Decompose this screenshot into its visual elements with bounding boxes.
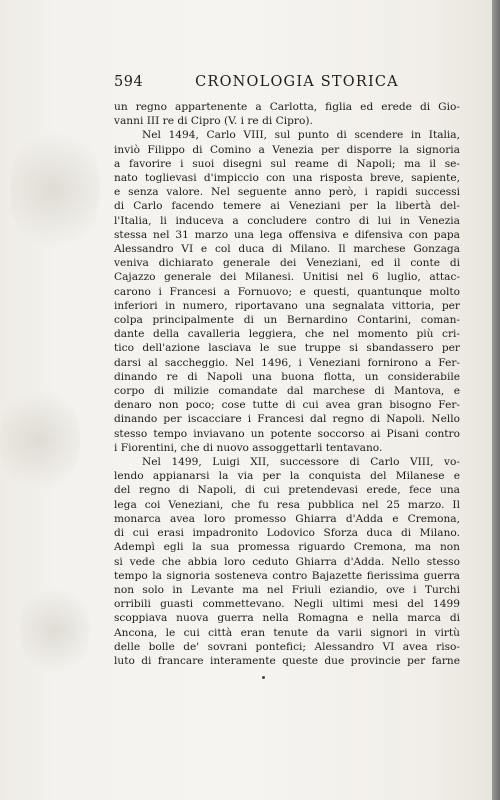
text-line: di cui erasi impadronito Lodovico Sforza duca di Milano. <box>114 527 460 540</box>
text-line: i Fiorentini, che di nuovo assoggettarli tentavano. <box>114 441 383 454</box>
text-line: dinando re di Napoli una buona flotta, un considerabile <box>114 370 460 383</box>
text-line: orribili guasti commettevano. Negli ultimi mesi del 1499 <box>114 598 460 611</box>
text-line: stesso tempo inviavano un potente soccorso ai Pisani contro <box>114 427 460 440</box>
text-line: stessa nel 31 marzo una lega offensiva e difensiva con papa <box>114 228 460 241</box>
text-line: corpo di milizie comandate dal marchese di Mantova, e <box>114 385 460 398</box>
text-line: un regno appartenente a Carlotta, figlia ed erede di Gio- <box>114 101 460 113</box>
text-line: vanni III re di Cipro (V. i re di Cipro). <box>114 115 313 128</box>
text-line: si vede che abbia loro ceduto Ghiarra d'Adda. Nello stesso <box>114 555 460 568</box>
text-line: lendo appianarsi la via per la conquista del Milanese e <box>114 470 460 483</box>
text-line: Alessandro VI e col duca di Milano. Il marchese Gonzaga <box>114 243 460 256</box>
ink-dot <box>262 676 265 679</box>
body-text <box>114 100 460 668</box>
text-line: Nel 1494, Carlo VIII, sul punto di scendere in Italia, <box>142 129 460 142</box>
paper-stain <box>0 380 80 500</box>
text-line: Nel 1499, Luigi XII, successore di Carlo VIII, vo- <box>142 456 460 469</box>
text-line: darsi al saccheggio. Nel 1496, i Veneziani fornirono a Fer- <box>114 356 460 369</box>
text-line: colpa principalmente di un Bernardino Contarini, coman- <box>114 314 460 327</box>
paper-stain <box>20 580 90 680</box>
text-line: di Carlo facendo temere ai Veneziani per la libertà del- <box>114 200 460 213</box>
text-line: inviò Filippo di Comino a Venezia per disporre la signoria <box>114 143 460 156</box>
text-line: e senza valore. Nel seguente anno però, i rapidi successi <box>114 186 460 199</box>
text-line: dante della cavalleria leggiera, che nel momento più cri- <box>114 328 460 341</box>
text-line: monarca avea loro promesso Ghiarra d'Adda e Cremona, <box>114 512 460 525</box>
text-line: Adempì egli la sua promessa riguardo Cremona, ma non <box>114 541 460 554</box>
text-line: Cajazzo generale dei Milanesi. Unitisi nel 6 luglio, attac- <box>114 271 460 284</box>
paper-stain <box>10 120 100 260</box>
text-line: carono i Francesi a Fornuovo; e questi, quantunque molto <box>114 285 460 298</box>
text-line: scoppiava nuova guerra nella Romagna e nella marca di <box>114 612 460 625</box>
page-edge-shadow <box>492 0 500 800</box>
text-line: a favorire i suoi disegni sul reame di Napoli; ma il se- <box>114 157 460 170</box>
text-line: luto di francare interamente queste due provincie per farne <box>114 654 460 667</box>
running-title: CRONOLOGIA STORICA <box>195 74 399 90</box>
text-line: non solo in Levante ma nel Friuli eziandio, ove i Turchi <box>114 583 460 596</box>
text-line: delle bolle de' sovrani pontefici; Alessandro VI avea riso- <box>114 640 460 653</box>
text-line: l'Italia, li induceva a concludere contro di lui in Venezia <box>114 214 460 227</box>
text-line: nato toglievasi d'impiccio con una risposta breve, sapiente, <box>114 172 460 185</box>
page-number: 594 <box>114 74 144 90</box>
text-line: del regno di Napoli, di cui pretendevasi erede, fece una <box>114 484 460 497</box>
text-line: tico dell'azione lasciava le sue truppe si sbandassero per <box>114 342 460 355</box>
text-line: dinando per iscacciare i Francesi dal regno di Napoli. Nello <box>114 413 460 426</box>
text-line: tempo la signoria sosteneva contro Bajazette fierissima guerra <box>114 569 460 582</box>
text-line: lega coi Veneziani, che fu resa pubblica nel 25 marzo. Il <box>114 498 460 511</box>
text-line: denaro non poco; cose tutte di cui avea gran bisogno Fer- <box>114 399 460 412</box>
text-line: Ancona, le cui città eran tenute da varii signori in virtù <box>114 626 460 639</box>
text-line: veniva dichiarato generale dei Veneziani, ed il conte di <box>114 257 460 270</box>
page-header <box>114 74 460 94</box>
text-line: inferiori in numero, riportavano una segnalata vittoria, per <box>114 299 460 312</box>
